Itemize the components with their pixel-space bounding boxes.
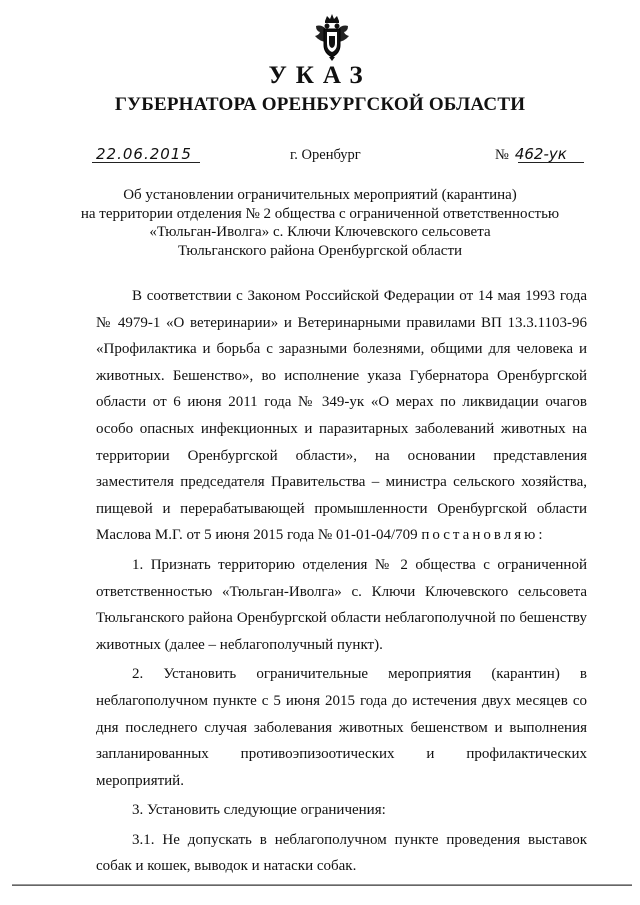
item-3-1: 3.1. Не допускать в неблагополучном пункте проведения выставок собак и кошек, выводок и натаски собак.: [96, 831, 587, 875]
decree-word: постановляю:: [421, 527, 546, 544]
subject-line: Тюльганского района Оренбургской области: [177, 242, 463, 259]
date-handwritten: 22.06.2015: [96, 145, 192, 163]
number-underline: [518, 162, 584, 163]
item-1: 1. Признать территорию отделения № 2 общества с ограниченной ответственностью «Тюльган-Иволга» с. Ключи Ключевского сельсовета Тюльганского района Оренбургской области неблагополучной по бешенству животных (далее – неблагополучный пункт).: [96, 556, 587, 653]
item-3: 3. Установить следующие ограничения:: [132, 802, 386, 819]
page-bottom-rule: [12, 884, 632, 886]
document-title: УКАЗ: [268, 62, 372, 89]
decree-city: г. Оренбург: [290, 147, 361, 163]
number-prefix: №: [495, 147, 509, 163]
coat-of-arms-icon: [312, 12, 352, 62]
item-2: 2. Установить ограничительные мероприятия (карантин) в неблагополучном пункте с 5 июня 2015 года до истечения двух месяцев со дня последнего случая заболевания животных бешенством и выполнения запланированных противоэпизоотических и профилактических мероприятий.: [96, 666, 587, 789]
decree-body: [96, 283, 587, 880]
document-meta: [0, 145, 640, 171]
subject-line: «Тюльган-Иволга» с. Ключи Ключевского сельсовета: [149, 224, 491, 240]
preamble-text: В соответствии с Законом Российской Федерации от 14 мая 1993 года № 4979-1 «О ветеринарии» и Ветеринарными правилами ВП 13.3.1103-96 «Профилактика и борьба с заразными болезнями, общими для человека и животных. Бешенство», во исполнение указа Губернатора Оренбургской области от 6 июня 2011 года № 349-ук «О мерах по ликвидации очагов особо опасных инфекционных и паразитарных заболеваний животных на территории Оренбургской области», на основании представления заместителя председателя Правительства – министра сельского хозяйства, пищевой и перерабатывающей промышленности Оренбургской области Маслова М.Г. от 5 июня 2015 года № 01-01-04/709: [96, 288, 587, 544]
number-handwritten: 462-ук: [514, 145, 567, 163]
subject-line: на территории отделения № 2 общества с ограниченной ответственностью: [80, 205, 560, 222]
subject-line: Об установлении ограничительных мероприятий (карантина): [123, 187, 517, 203]
decree-subject: [70, 186, 570, 260]
preamble-paragraph: [96, 283, 587, 549]
date-underline: [92, 162, 200, 163]
document-subtitle: ГУБЕРНАТОРА ОРЕНБУРГСКОЙ ОБЛАСТИ: [114, 94, 526, 115]
